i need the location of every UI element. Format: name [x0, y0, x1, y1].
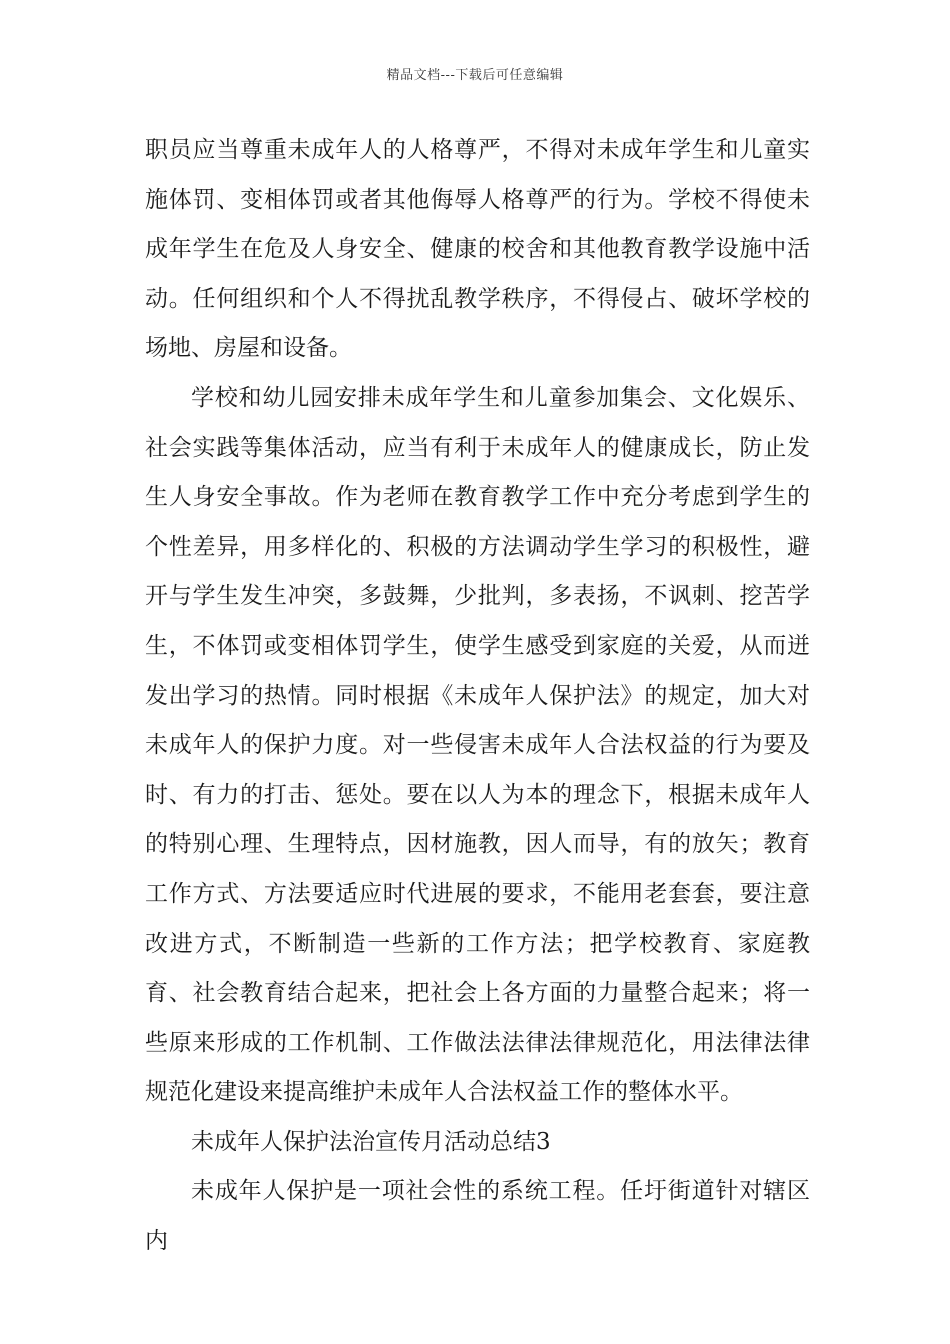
paragraph-3: 未成年人保护是一项社会性的系统工程。任圩街道针对辖区内: [145, 1178, 810, 1255]
paragraph-2: 学校和幼儿园安排未成年学生和儿童参加集会、文化娱乐、社会实践等集体活动，应当有利于未成年人的健康成长，防止发生人身安全事故。作为老师在教育教学工作中充分考虑到学生的个性差异，用多样化的、积极的方法调动学生学习的积极性，避开与学生发生冲突，多鼓舞，少批判，多表扬，不讽刺、挖苦学生，不体罚或变相体罚学生，使学生感受到家庭的关爱，从而迸发出学习的热情。同时根据《未成年人保护法》的规定，加大对未成年人的保护力度。对一些侵害未成年人合法权益的行为要及时、有力的打击、惩处。要在以人为本的理念下，根据未成年人的特别心理、生理特点，因材施教，因人而导，有的放矢；教育工作方式、方法要适应时代进展的要求，不能用老套套，要注意改进方式，不断制造一些新的工作方法；把学校教育、家庭教育、社会教育结合起来，把社会上各方面的力量整合起来；将一些原来形成的工作机制、工作做法法律法律规范化，用法律法律规范化建设来提高维护未成年人合法权益工作的整体水平。: [145, 384, 810, 1106]
paragraph-1: 职员应当尊重未成年人的人格尊严，不得对未成年学生和儿童实施体罚、变相体罚或者其他侮辱人格尊严的行为。学校不得使未成年学生在危及人身安全、健康的校舍和其他教育教学设施中活动。任何组织和个人不得扰乱教学秩序，不得侵占、破坏学校的场地、房屋和设备。: [145, 137, 810, 362]
document-body: [145, 126, 810, 1267]
page-header: 精品文档---下载后可任意编辑: [386, 68, 564, 83]
section-heading: 未成年人保护法治宣传月活动总结3: [191, 1128, 551, 1155]
